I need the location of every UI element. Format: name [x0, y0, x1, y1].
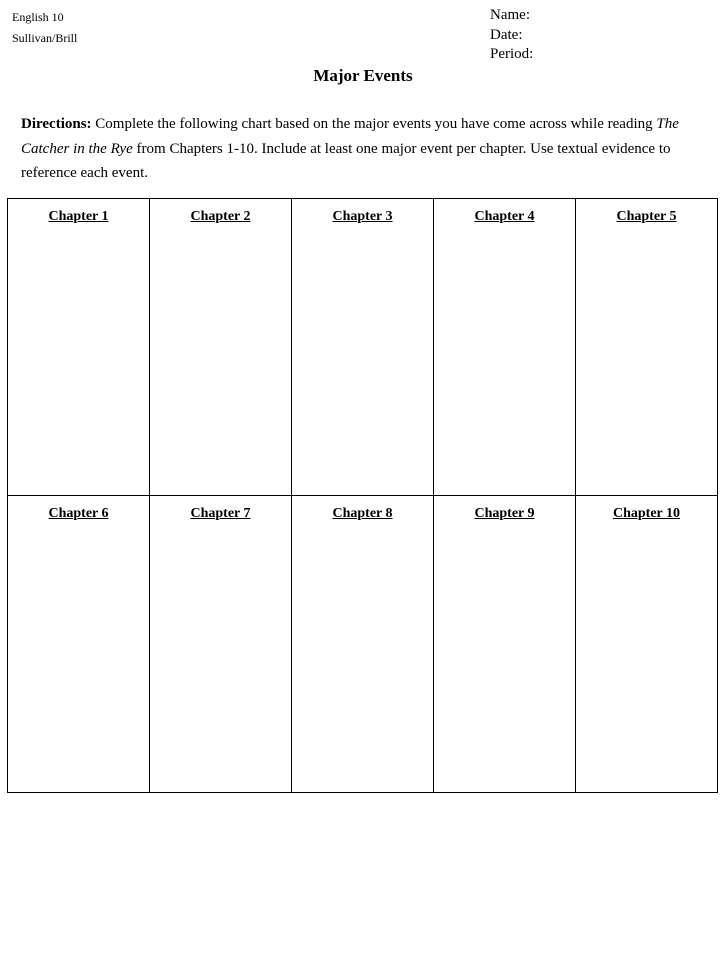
- chapter-6-cell[interactable]: [8, 496, 150, 793]
- chapter-10-header: Chapter 10: [612, 506, 681, 521]
- period-label: Period:: [490, 46, 534, 62]
- chart-row-1: [8, 199, 718, 496]
- directions: [21, 112, 707, 186]
- chapter-1-cell[interactable]: [8, 199, 150, 496]
- chapter-2-header: Chapter 2: [190, 209, 251, 224]
- chapter-5-header: Chapter 5: [616, 209, 677, 224]
- chapter-4-cell[interactable]: [434, 199, 576, 496]
- chapter-1-header: Chapter 1: [48, 209, 109, 224]
- chapter-8-header: Chapter 8: [332, 506, 393, 521]
- directions-text-1: Complete the following chart based on the major events you have come across while reading: [91, 116, 657, 132]
- chapter-6-header: Chapter 6: [48, 506, 109, 521]
- chapter-4-header: Chapter 4: [474, 209, 535, 224]
- chart-row-2: [8, 496, 718, 793]
- chapter-9-header: Chapter 9: [474, 506, 535, 521]
- major-events-chart: [7, 198, 718, 793]
- chapter-8-cell[interactable]: [292, 496, 434, 793]
- course-info: [12, 7, 77, 49]
- date-label: Date:: [490, 26, 523, 43]
- name-label: Name:: [490, 7, 530, 23]
- chapter-3-cell[interactable]: [292, 199, 434, 496]
- teacher-names: Sullivan/Brill: [12, 31, 78, 45]
- chapter-5-cell[interactable]: [576, 199, 718, 496]
- directions-label: Directions:: [21, 116, 92, 132]
- chapter-3-header: Chapter 3: [332, 209, 393, 224]
- course-name: English 10: [12, 10, 64, 24]
- book-title: The Catcher in the Rye: [21, 116, 679, 157]
- chapter-7-cell[interactable]: [150, 496, 292, 793]
- directions-text-2: from Chapters 1-10. Include at least one major event per chapter. Use textual evidence to reference each event.: [21, 140, 671, 181]
- chapter-9-cell[interactable]: [434, 496, 576, 793]
- chapter-7-header: Chapter 7: [190, 506, 251, 521]
- student-info: [490, 6, 533, 65]
- page-title: Major Events: [313, 66, 413, 85]
- chapter-10-cell[interactable]: [576, 496, 718, 793]
- chapter-2-cell[interactable]: [150, 199, 292, 496]
